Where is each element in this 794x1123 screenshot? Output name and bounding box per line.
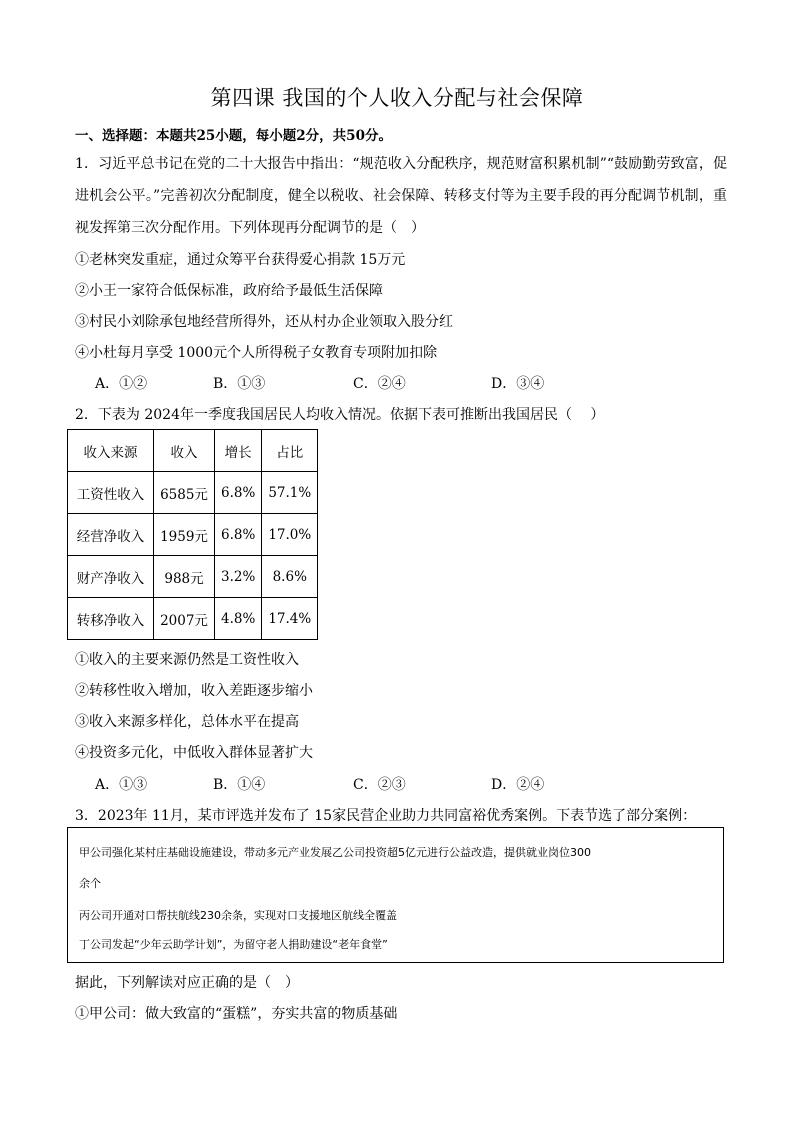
table-cell: 1959元 <box>154 514 215 556</box>
table-row <box>68 472 318 514</box>
table-cell: 2007元 <box>154 598 215 640</box>
case-line: 甲公司强化某村庄基础设施建设，带动多元产业发展乙公司投资超5亿元进行公益改造，提供就业岗位300 <box>79 846 591 859</box>
table-row <box>68 514 318 556</box>
table-cell: 6.8% <box>215 472 262 514</box>
table-header: 占比 <box>262 430 318 472</box>
case-excerpt-box <box>67 827 724 963</box>
case-line: 余个 <box>79 877 101 890</box>
case-line: 丙公司开通对口帮扶航线230余条，实现对口支援地区航线全覆盖 <box>79 909 397 922</box>
choice-b[interactable]: B．①④ <box>213 777 266 793</box>
question-1-option-3: ③村民小刘除承包地经营所得外，还从村办企业领取入股分红 <box>75 314 453 330</box>
question-1-option-4: ④小杜每月享受 1000元个人所得税子女教育专项附加扣除 <box>75 345 438 361</box>
choice-c[interactable]: C．②④ <box>353 376 406 392</box>
table-cell: 57.1% <box>262 472 318 514</box>
page-title: 第四课 我国的个人收入分配与社会保障 <box>210 86 584 110</box>
choice-b[interactable]: B．①③ <box>213 376 266 392</box>
table-cell: 6.8% <box>215 514 262 556</box>
table-header-row <box>68 430 318 472</box>
case-line: 丁公司发起“少年云助学计划”，为留守老人捐助建设“老年食堂” <box>79 938 388 951</box>
choice-a[interactable]: A．①② <box>95 376 148 392</box>
table-header: 收入 <box>154 430 215 472</box>
table-cell: 17.0% <box>262 514 318 556</box>
table-cell: 4.8% <box>215 598 262 640</box>
table-cell: 财产净收入 <box>68 556 154 598</box>
question-2-option-3: ③收入来源多样化，总体水平在提高 <box>75 714 299 730</box>
question-2-stem: 2．下表为 2024年一季度我国居民人均收入情况。依据下表可推断出我国居民（ ） <box>75 407 605 423</box>
question-1-option-1: ①老林突发重症，通过众筹平台获得爱心捐款 15万元 <box>75 252 406 268</box>
table-cell: 988元 <box>154 556 215 598</box>
choice-a[interactable]: A．①③ <box>95 777 148 793</box>
table-header: 收入来源 <box>68 430 154 472</box>
choice-d[interactable]: D．③④ <box>491 376 545 392</box>
table-cell: 17.4% <box>262 598 318 640</box>
table-cell: 6585元 <box>154 472 215 514</box>
table-header: 增长 <box>215 430 262 472</box>
choice-d[interactable]: D．②④ <box>491 777 545 793</box>
table-cell: 经营净收入 <box>68 514 154 556</box>
table-cell: 转移净收入 <box>68 598 154 640</box>
question-3-option-1: ①甲公司：做大致富的“蛋糕”，夯实共富的物质基础 <box>75 1006 398 1022</box>
question-2-option-4: ④投资多元化，中低收入群体显著扩大 <box>75 745 313 761</box>
section-heading: 一、选择题：本题共25小题，每小题2分，共50分。 <box>75 128 392 144</box>
income-table <box>67 429 318 640</box>
table-cell: 工资性收入 <box>68 472 154 514</box>
question-3-prompt: 据此，下列解读对应正确的是（ ） <box>75 975 299 991</box>
question-1-stem: 1．习近平总书记在党的二十大报告中指出：“规范收入分配秩序，规范财富积累机制”“鼓励勤劳致富，促进机会公平。”完善初次分配制度，健全以税收、社会保障、转移支付等为主要手段的再分配调节机制，重视发挥第三次分配作用。下列体现再分配调节的是（ ） <box>75 156 727 236</box>
choice-c[interactable]: C．②③ <box>353 777 406 793</box>
table-row <box>68 598 318 640</box>
table-row <box>68 556 318 598</box>
table-cell: 3.2% <box>215 556 262 598</box>
question-2-option-2: ②转移性收入增加，收入差距逐步缩小 <box>75 683 313 699</box>
question-1-option-2: ②小王一家符合低保标准，政府给予最低生活保障 <box>75 283 383 299</box>
question-2-option-1: ①收入的主要来源仍然是工资性收入 <box>75 652 299 668</box>
question-3-stem: 3．2023年 11月，某市评选并发布了 15家民营企业助力共同富裕优秀案例。下表节选了部分案例： <box>75 808 697 824</box>
table-cell: 8.6% <box>262 556 318 598</box>
